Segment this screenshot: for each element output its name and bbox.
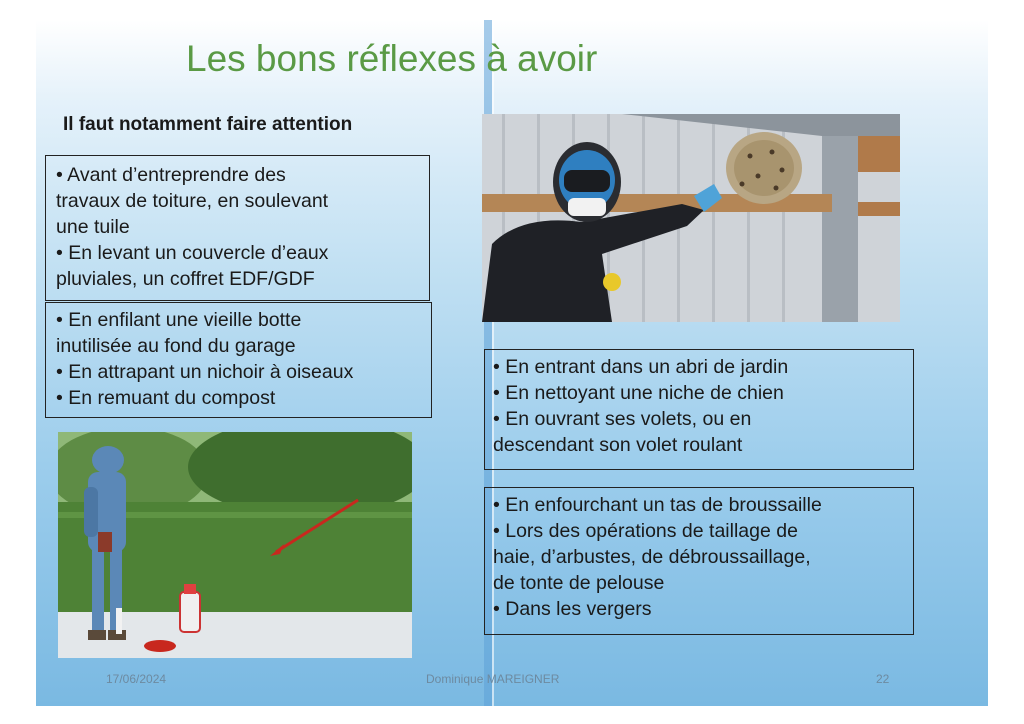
- text-box-brush: [484, 487, 914, 635]
- box2-line-1: • En enfilant une vieille botte: [56, 309, 302, 331]
- footer-page-number: 22: [876, 672, 890, 686]
- box3-line-2: • En nettoyant une niche de chien: [493, 382, 784, 404]
- slide: [36, 20, 988, 706]
- box1-line-3: une tuile: [56, 216, 130, 238]
- box3-line-3: • En ouvrant ses volets, ou en: [493, 408, 752, 430]
- box4-line-5: • Dans les vergers: [493, 598, 652, 620]
- box1-line-2: travaux de toiture, en soulevant: [56, 190, 329, 212]
- box1-line-1: • Avant d’entreprendre des: [56, 164, 286, 186]
- box2-line-4: • En remuant du compost: [56, 387, 276, 409]
- box2-line-2: inutilisée au fond du garage: [56, 335, 296, 357]
- box1-line-5: pluviales, un coffret EDF/GDF: [56, 268, 315, 290]
- box4-line-1: • En enfourchant un tas de broussaille: [493, 494, 822, 516]
- photo-hornet-nest-removal: [482, 114, 900, 322]
- photo-hedge-hornet-nest: [58, 432, 412, 658]
- footer-author: Dominique MAREIGNER: [426, 672, 560, 686]
- text-box-garage: [45, 302, 432, 418]
- box1-line-4: • En levant un couvercle d’eaux: [56, 242, 329, 264]
- box4-line-4: de tonte de pelouse: [493, 572, 665, 594]
- slide-subtitle: Il faut notamment faire attention: [63, 114, 353, 135]
- box4-line-2: • Lors des opérations de taillage de: [493, 520, 798, 542]
- nest-removal-illustration: [482, 114, 900, 322]
- box4-line-3: haie, d’arbustes, de débroussaillage,: [493, 546, 811, 568]
- hedge-photo-illustration: [58, 432, 412, 658]
- box3-line-1: • En entrant dans un abri de jardin: [493, 356, 789, 378]
- footer-date: 17/06/2024: [106, 672, 167, 686]
- slide-title: Les bons réflexes à avoir: [186, 38, 598, 79]
- text-box-roof: [45, 155, 430, 301]
- box3-line-4: descendant son volet roulant: [493, 434, 743, 456]
- box2-line-3: • En attrapant un nichoir à oiseaux: [56, 361, 354, 383]
- text-box-garden-shed: [484, 349, 914, 470]
